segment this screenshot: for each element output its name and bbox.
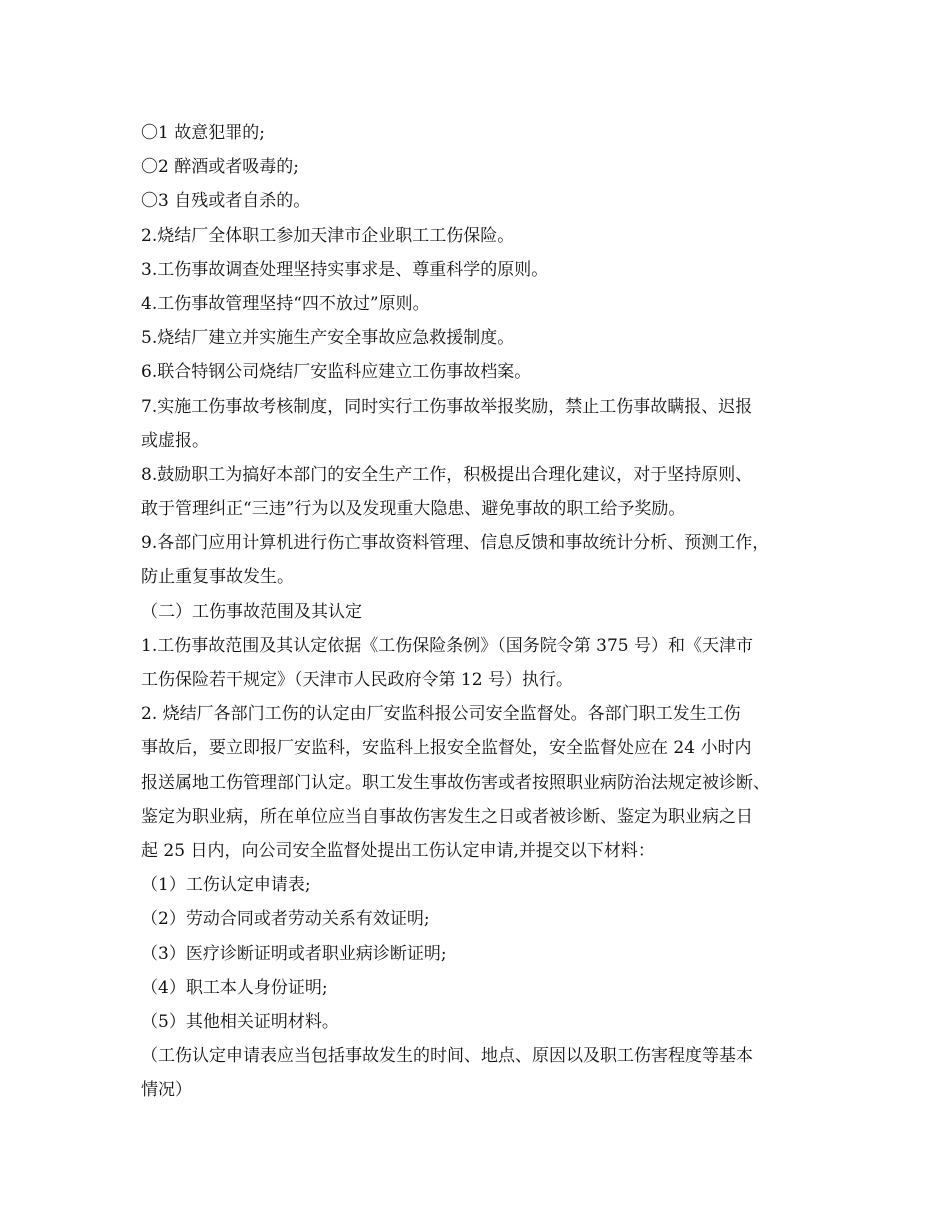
section-heading: （二）工伤事故范围及其认定 bbox=[141, 601, 362, 622]
list-item: （1）工伤认定申请表; bbox=[141, 875, 311, 896]
text-line: （工伤认定申请表应当包括事故发生的时间、地点、原因以及职工伤害程度等基本 bbox=[141, 1046, 753, 1067]
text-line: 报送属地工伤管理部门认定。职工发生事故伤害或者按照职业病防治法规定被诊断、 bbox=[141, 772, 770, 793]
text-line: 工伤保险若干规定》（天津市人民政府令第 12 号）执行。 bbox=[141, 670, 573, 690]
text-line: 情况） bbox=[141, 1080, 192, 1101]
text-line: 7.实施工伤事故考核制度，同时实行工伤事故举报奖励，禁止工伤事故瞒报、迟报 bbox=[141, 396, 753, 417]
document-body bbox=[141, 116, 831, 1107]
text-line: 6.联合特钢公司烧结厂安监科应建立工伤事故档案。 bbox=[141, 362, 532, 383]
text-line: 〇2 醉酒或者吸毒的; bbox=[141, 157, 299, 178]
text-line: 〇3 自残或者自杀的。 bbox=[141, 191, 311, 212]
text-line: 起 25 日内，向公司安全监督处提出工伤认定申请,并提交以下材料： bbox=[141, 840, 655, 861]
text-line: 〇1 故意犯罪的; bbox=[141, 123, 265, 143]
text-line: 防止重复事故发生。 bbox=[141, 567, 294, 588]
text-line: 2.烧结厂全体职工参加天津市企业职工工伤保险。 bbox=[141, 225, 515, 246]
text-line: 5.烧结厂建立并实施生产安全事故应急救援制度。 bbox=[141, 328, 515, 349]
list-item: （3）医疗诊断证明或者职业病诊断证明; bbox=[141, 943, 447, 964]
text-line: 8.鼓励职工为搞好本部门的安全生产工作，积极提出合理化建议，对于坚持原则、 bbox=[141, 464, 753, 485]
text-line: 事故后，要立即报厂安监科，安监科上报安全监督处，安全监督处应在 24 小时内 bbox=[141, 738, 752, 759]
text-line: 3.工伤事故调查处理坚持实事求是、尊重科学的原则。 bbox=[141, 259, 549, 280]
text-line: 9.各部门应用计算机进行伤亡事故资料管理、信息反馈和事故统计分析、预测工作， bbox=[141, 533, 770, 554]
text-line: 4.工伤事故管理坚持“四不放过”原则。 bbox=[141, 293, 430, 314]
list-item: （5）其他相关证明材料。 bbox=[141, 1011, 339, 1032]
list-item: （2）劳动合同或者劳动关系有效证明; bbox=[141, 909, 430, 930]
list-item: （4）职工本人身份证明; bbox=[141, 977, 328, 998]
text-line: 敢于管理纠正“三违”行为以及发现重大隐患、避免事故的职工给予奖励。 bbox=[141, 499, 686, 520]
text-line: 1.工伤事故范围及其认定依据《工伤保险条例》（国务院令第 375 号）和《天津市 bbox=[141, 635, 753, 656]
text-line: 鉴定为职业病，所在单位应当自事故伤害发生之日或者被诊断、鉴定为职业病之日 bbox=[141, 806, 753, 827]
text-line: 或虚报。 bbox=[141, 430, 209, 451]
text-line: 2. 烧结厂各部门工伤的认定由厂安监科报公司安全监督处。各部门职工发生工伤 bbox=[141, 704, 741, 725]
